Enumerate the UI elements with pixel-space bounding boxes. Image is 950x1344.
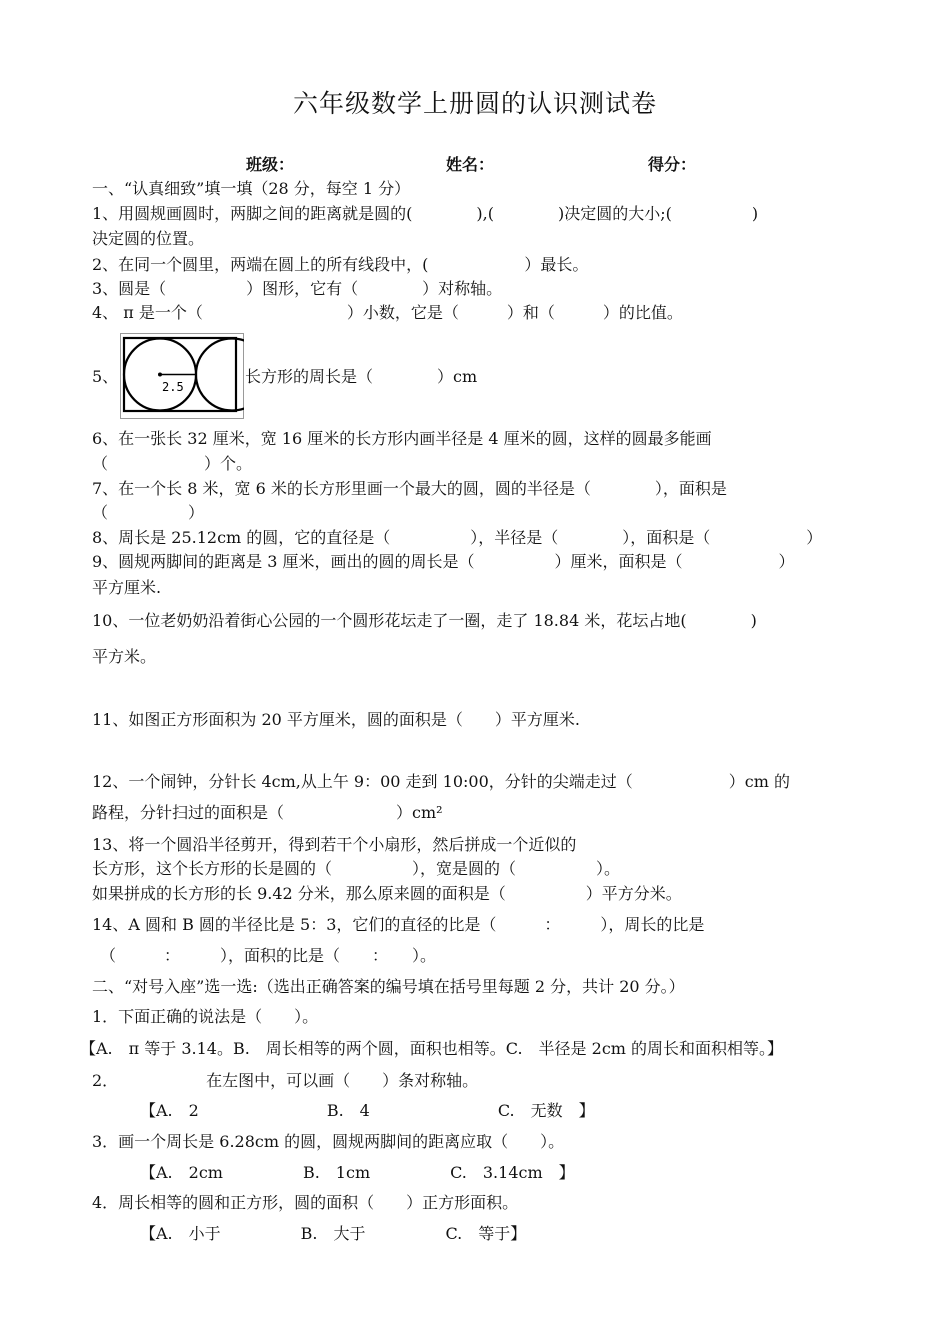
choice-question-3-options: 【A. 2cm B. 1cm C. 3.14cm 】 <box>140 1163 575 1182</box>
question-4: 4、 π 是一个（ ）小数，它是（ ）和（ ）的比值。 <box>92 303 683 322</box>
question-11: 11、如图正方形面积为 20 平方厘米，圆的面积是（ ）平方厘米. <box>92 710 580 729</box>
question-12-line-2: 路程，分针扫过的面积是（ ）cm² <box>92 803 443 822</box>
page-title: 六年级数学上册圆的认识测试卷 <box>292 89 657 118</box>
choice-question-4: 4．周长相等的圆和正方形，圆的面积（ ）正方形面积。 <box>92 1193 519 1212</box>
score-label: 得分： <box>648 155 697 174</box>
section-2-heading: 二、“对号入座”选一选:（选出正确答案的编号填在括号里每题 2 分，共计 20 分。） <box>92 977 685 996</box>
class-label: 班级： <box>246 155 295 174</box>
question-9-line-1: 9、圆规两脚间的距离是 3 厘米，画出的圆的周长是（ ）厘米，面积是（ ） <box>92 552 795 571</box>
question-8: 8、周长是 25.12cm 的圆，它的直径是（ ），半径是（ ），面积是（ ） <box>92 528 823 547</box>
name-label: 姓名： <box>446 155 495 174</box>
question-7-line-1: 7、在一个长 8 米，宽 6 米的长方形里画一个最大的圆，圆的半径是（ ），面积是 <box>92 479 727 498</box>
question-14-line-2: （ ： ），面积的比是（ ： ）。 <box>92 946 437 965</box>
question-3: 3、圆是（ ）图形，它有（ ）对称轴。 <box>92 279 503 298</box>
question-13-line-1: 13、将一个圆沿半径剪开，得到若干个小扇形，然后拼成一个近似的 <box>92 835 577 854</box>
question-6-line-2: （ ）个。 <box>92 454 253 473</box>
question-10-line-2: 平方米。 <box>92 647 157 666</box>
question-5-text: 长方形的周长是（ ）cm <box>245 367 478 386</box>
choice-question-2: 2． 在左图中，可以画（ ）条对称轴。 <box>92 1071 479 1090</box>
choice-question-1: 1．下面正确的说法是（ ）。 <box>92 1007 319 1026</box>
question-14-line-1: 14、A 圆和 B 圆的半径比是 5：3，它们的直径的比是（ ： ），周长的比是 <box>92 915 705 934</box>
question-6-line-1: 6、在一张长 32 厘米，宽 16 厘米的长方形内画半径是 4 厘米的圆，这样的圆最多能画 <box>92 429 712 448</box>
question-7-line-2: （ ） <box>92 503 205 522</box>
rectangle-two-circles-figure <box>120 333 244 419</box>
radius-label: 2.5 <box>162 380 184 394</box>
question-13-line-2: 长方形，这个长方形的长是圆的（ ），宽是圆的（ ）。 <box>92 859 621 878</box>
section-1-heading: 一、“认真细致”填一填（28 分，每空 1 分） <box>92 179 411 198</box>
choice-question-4-options: 【A. 小于 B. 大于 C. 等于】 <box>140 1224 527 1243</box>
question-1-line-2: 决定圆的位置。 <box>92 229 205 248</box>
question-2: 2、在同一个圆里，两端在圆上的所有线段中，( ）最长。 <box>92 255 589 274</box>
question-5-number: 5、 <box>92 367 119 386</box>
question-12-line-1: 12、一个闹钟，分针长 4cm,从上午 9：00 走到 10:00，分针的尖端走过（ ）cm 的 <box>92 772 790 791</box>
question-1-line-1: 1、用圆规画圆时，两脚之间的距离就是圆的( ),( )决定圆的大小;( ) <box>92 204 759 223</box>
question-10-line-1: 10、一位老奶奶沿着街心公园的一个圆形花坛走了一圈，走了 18.84 米，花坛占地( ) <box>92 611 757 630</box>
choice-question-2-options: 【A. 2 B. 4 C. 无数 】 <box>140 1101 595 1120</box>
question-9-line-2: 平方厘米. <box>92 578 162 597</box>
question-13-line-3: 如果拼成的长方形的长 9.42 分米，那么原来圆的面积是（ ）平方分米。 <box>92 884 682 903</box>
choice-question-3: 3．画一个周长是 6.28cm 的圆，圆规两脚间的距离应取（ ）。 <box>92 1132 565 1151</box>
choice-question-1-options: 【A. π 等于 3.14。B. 周长相等的两个圆，面积也相等。C. 半径是 2cm 的周长和面积相等。】 <box>80 1039 784 1058</box>
student-info-row <box>92 154 872 176</box>
